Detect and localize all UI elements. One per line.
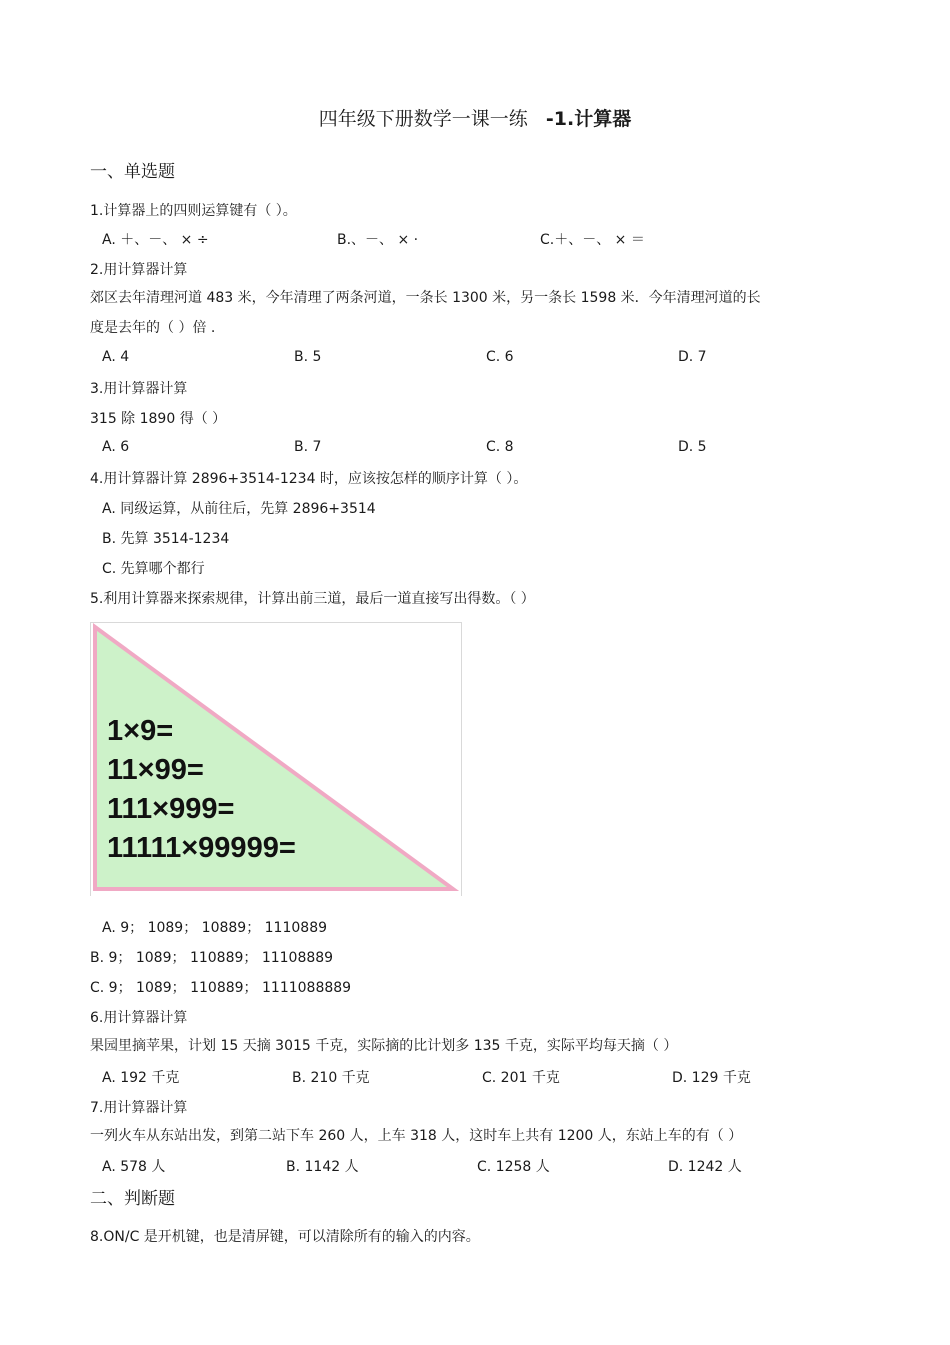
question-5-option-b[interactable]: B. 9； 1089； 110889； 11108889	[90, 950, 334, 966]
question-5-stem: 5.利用计算器来探索规律，计算出前三道，最后一道直接写出得数。（ ）	[90, 591, 535, 607]
question-6-option-c[interactable]: C. 201 千克	[482, 1070, 560, 1086]
question-7-text: 一列火车从东站出发，到第二站下车 260 人，上车 318 人，这时车上共有 1200 人，东站上车的有（ ）	[90, 1128, 743, 1144]
question-7-stem: 7.用计算器计算	[90, 1100, 188, 1116]
question-6-option-d[interactable]: D. 129 千克	[672, 1070, 751, 1086]
question-7-option-b[interactable]: B. 1142 人	[286, 1159, 359, 1175]
question-5-figure	[90, 622, 462, 896]
section-single-choice: 一、单选题	[90, 162, 175, 182]
title-suffix: -1.计算器	[545, 108, 632, 130]
question-5-option-a[interactable]: A. 9； 1089； 10889； 1110889	[102, 920, 328, 936]
question-4-stem: 4.用计算器计算 2896+3514-1234 时，应该按怎样的顺序计算（ ）。	[90, 471, 528, 487]
question-3-option-d[interactable]: D. 5	[678, 439, 707, 455]
question-3-text: 315 除 1890 得（ ）	[90, 411, 227, 427]
question-2-option-b[interactable]: B. 5	[294, 349, 322, 365]
question-4-option-c[interactable]: C. 先算哪个都行	[102, 561, 205, 577]
question-1-stem: 1.计算器上的四则运算键有（ ）。	[90, 203, 297, 219]
question-4-option-a[interactable]: A. 同级运算，从前往后，先算 2896+3514	[102, 501, 376, 517]
question-8-stem: 8.ON/C 是开机键，也是清屏键，可以清除所有的输入的内容。	[90, 1229, 480, 1245]
figure-line-2: 11×99=	[107, 754, 204, 786]
question-5-option-c[interactable]: C. 9； 1089； 110889； 1111088889	[90, 980, 352, 996]
question-6-text: 果园里摘苹果，计划 15 天摘 3015 千克，实际摘的比计划多 135 千克，实际平均每天摘（ ）	[90, 1038, 678, 1054]
title-main: 四年级下册数学一课一练	[318, 108, 528, 130]
question-7-option-d[interactable]: D. 1242 人	[668, 1159, 742, 1175]
question-2-text-line1: 郊区去年清理河道 483 米，今年清理了两条河道，一条长 1300 米，另一条长 1598 米．今年清理河道的长	[90, 290, 761, 306]
question-7-option-c[interactable]: C. 1258 人	[477, 1159, 550, 1175]
question-2-option-a[interactable]: A. 4	[102, 349, 130, 365]
figure-line-1: 1×9=	[107, 715, 174, 747]
figure-line-3: 111×999=	[107, 793, 235, 825]
page-title	[0, 104, 950, 131]
question-1-option-a[interactable]: A. ＋、－、 × ÷	[102, 232, 209, 248]
question-1-option-b[interactable]: B.、－、 × ·	[337, 232, 419, 248]
question-6-option-b[interactable]: B. 210 千克	[292, 1070, 370, 1086]
figure-line-4: 11111×99999=	[107, 832, 296, 864]
question-1-option-c[interactable]: C.＋、－、 × ＝	[540, 232, 645, 248]
question-2-option-d[interactable]: D. 7	[678, 349, 707, 365]
question-6-option-a[interactable]: A. 192 千克	[102, 1070, 180, 1086]
question-3-option-c[interactable]: C. 8	[486, 439, 514, 455]
question-2-stem: 2.用计算器计算	[90, 262, 188, 278]
question-2-text-line2: 度是去年的（ ）倍 .	[90, 320, 216, 336]
question-7-option-a[interactable]: A. 578 人	[102, 1159, 166, 1175]
section-true-false: 二、判断题	[90, 1189, 175, 1209]
question-4-option-b[interactable]: B. 先算 3514-1234	[102, 531, 230, 547]
question-3-option-b[interactable]: B. 7	[294, 439, 322, 455]
question-3-stem: 3.用计算器计算	[90, 381, 188, 397]
question-2-option-c[interactable]: C. 6	[486, 349, 514, 365]
question-3-option-a[interactable]: A. 6	[102, 439, 130, 455]
question-6-stem: 6.用计算器计算	[90, 1010, 188, 1026]
